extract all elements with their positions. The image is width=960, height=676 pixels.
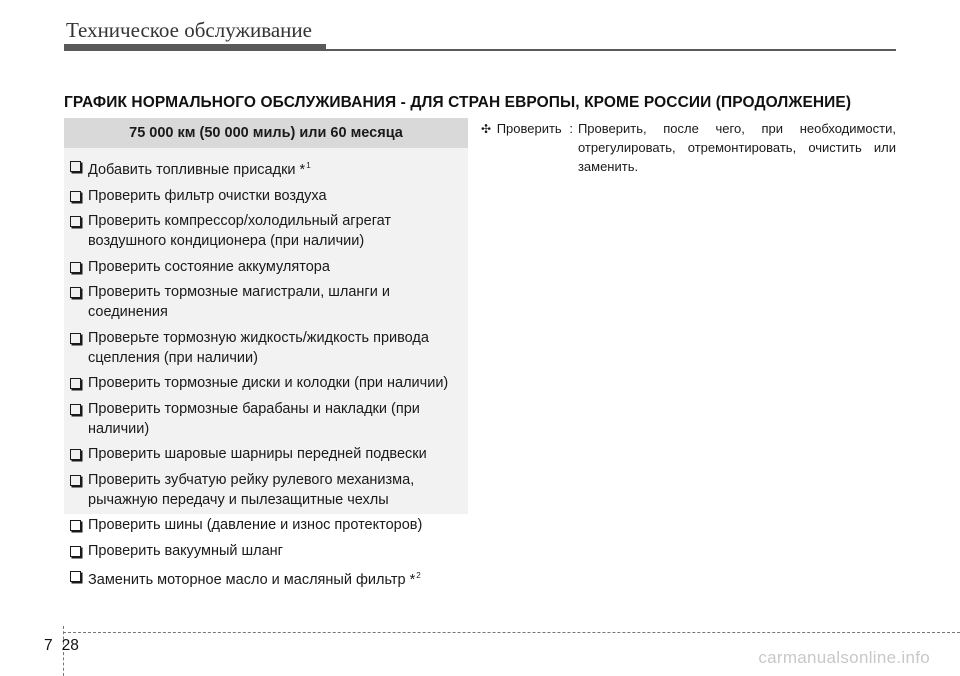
checklist-item — [64, 566, 468, 590]
checklist-item — [64, 399, 468, 439]
checklist-item-label: Заменить моторное масло и масляный фильтр * — [88, 572, 416, 588]
definition-term: Проверить — [496, 121, 562, 136]
checklist-item-label: Проверить компрессор/холодильный агрегат воздушного кондиционера (при наличии) — [88, 213, 392, 249]
checklist-item — [64, 541, 468, 561]
checklist-header: 75 000 км (50 000 миль) или 60 месяца — [64, 118, 468, 148]
checklist-item-text — [88, 444, 464, 464]
checklist-item-text — [88, 186, 464, 206]
checkbox-icon — [70, 287, 81, 298]
page-number — [44, 637, 79, 655]
checklist-item — [64, 282, 468, 322]
checklist-item-label: Проверьте тормозную жидкость/жидкость привода сцепления (при наличии) — [88, 329, 429, 366]
checklist-item-label: Проверить тормозные магистрали, шланги и соединения — [88, 284, 390, 320]
checklist-item — [64, 328, 468, 368]
checklist-item-text — [88, 399, 464, 439]
checklist-item-label: Проверить шины (давление и износ протекторов) — [88, 517, 423, 533]
chapter-number: 7 — [44, 637, 53, 654]
checklist-item — [64, 156, 468, 180]
checklist-item-text — [88, 470, 464, 510]
checklist-item-label: Проверить шаровые шарниры передней подвески — [88, 446, 427, 462]
checkbox-icon — [70, 333, 81, 344]
checklist-item-text — [88, 282, 464, 322]
definition-note — [481, 119, 896, 176]
definition-text: Проверить, после чего, при необходимости, отрегулировать, отремонтировать, очистить или заменить. — [577, 121, 896, 174]
checklist-items — [64, 148, 468, 590]
section-heading: ГРАФИК НОРМАЛЬНОГО ОБСЛУЖИВАНИЯ - ДЛЯ СТРАН ЕВРОПЫ, КРОМЕ РОССИИ (ПРОДОЛЖЕНИЕ) — [64, 94, 852, 111]
checklist-item-text — [88, 257, 464, 277]
cross-mark-icon: ✣ — [481, 122, 492, 136]
checkbox-icon — [70, 449, 81, 460]
checkbox-icon — [70, 191, 81, 202]
checklist-item-text — [88, 566, 464, 590]
checklist-item — [64, 470, 468, 510]
checklist-item-text — [88, 211, 464, 251]
checkbox-icon — [70, 475, 81, 486]
page-index: 28 — [61, 637, 79, 654]
checkbox-icon — [70, 571, 81, 582]
checklist-item-label: Проверить тормозные барабаны и накладки (при наличии) — [88, 400, 420, 437]
checkbox-icon — [70, 216, 81, 227]
checklist-item-label: Проверить фильтр очистки воздуха — [88, 187, 327, 204]
checklist-item-text — [88, 541, 464, 561]
checklist-item-text — [88, 328, 464, 368]
checklist-item-label: Добавить топливные присадки * — [88, 162, 306, 178]
checkbox-icon — [70, 404, 81, 415]
page-margin-dashed-horizontal — [63, 632, 960, 633]
checklist-item-label: Проверить тормозные диски и колодки (при наличии) — [88, 375, 449, 391]
header-rule-thin — [326, 49, 896, 51]
checklist-item-text — [88, 156, 464, 180]
checkbox-icon — [70, 546, 81, 557]
checklist-item — [64, 257, 468, 277]
checklist-item — [64, 211, 468, 251]
checkbox-icon — [70, 161, 81, 172]
maintenance-checklist — [64, 118, 468, 588]
checkbox-icon — [70, 262, 81, 273]
checkbox-icon — [70, 378, 81, 389]
checklist-item — [64, 444, 468, 464]
definition-separator: : — [569, 121, 573, 136]
checklist-item — [64, 515, 468, 535]
checklist-item-text — [88, 515, 464, 535]
checklist-item-label: Проверить состояние аккумулятора — [88, 258, 330, 275]
checklist-item — [64, 186, 468, 206]
watermark: carmanualsonline.info — [758, 648, 930, 667]
checklist-item-label: Проверить вакуумный шланг — [88, 542, 283, 559]
header-rule-thick — [64, 44, 326, 51]
checklist-item-label: Проверить зубчатую рейку рулевого механизма, рычажную передачу и пылезащитные чехлы — [88, 471, 415, 508]
chapter-title: Техническое обслуживание — [66, 18, 312, 42]
footnote-marker: 2 — [416, 571, 421, 580]
checklist-item — [64, 373, 468, 393]
footnote-marker: 1 — [306, 161, 311, 170]
checkbox-icon — [70, 520, 81, 531]
checklist-item-text — [88, 373, 464, 393]
definition-term-wrap — [481, 119, 578, 176]
